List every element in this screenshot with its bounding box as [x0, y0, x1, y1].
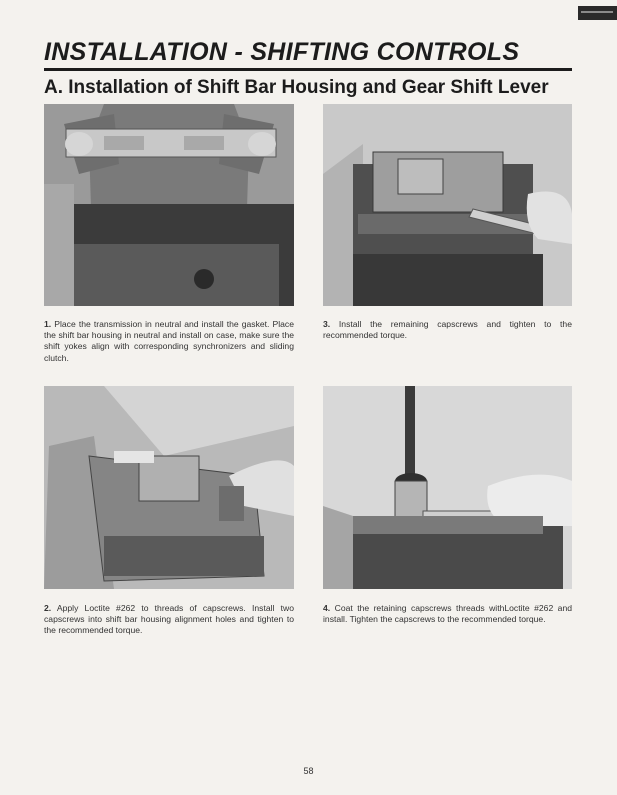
page-title: INSTALLATION - SHIFTING CONTROLS	[44, 38, 520, 66]
step-text: Coat the retaining capscrews threads withLoctite #262 and install. Tighten the capscrews to the recommended torque.	[323, 603, 573, 625]
step-text: Apply Loctite #262 to threads of capscrews. Install two capscrews into shift bar housing alignment holes and tighten to the recommended torque.	[44, 603, 294, 636]
photo-step-3	[323, 104, 572, 306]
step-caption	[323, 319, 572, 341]
step-text: Place the transmission in neutral and install the gasket. Place the shift bar housing in neutral and install on case, make sure the shift yokes align with corresponding synchronizers and sliding clutch.	[44, 319, 295, 363]
step-number: 1.	[44, 319, 52, 329]
page-number: 58	[303, 766, 314, 776]
step-caption	[44, 603, 294, 637]
step-text: Install the remaining capscrews and tighten to the recommended torque.	[323, 319, 572, 341]
photo-step-4	[323, 386, 572, 589]
step-caption	[44, 319, 294, 364]
photo-step-2	[44, 386, 294, 589]
step-number: 2.	[44, 603, 52, 613]
step-caption	[323, 603, 572, 625]
step-number: 4.	[323, 603, 331, 613]
title-rule	[44, 68, 572, 71]
section-subtitle: A. Installation of Shift Bar Housing and Gear Shift Lever	[44, 77, 549, 98]
corner-tab	[578, 6, 617, 20]
photo-step-1	[44, 104, 294, 306]
step-number: 3.	[323, 319, 331, 329]
